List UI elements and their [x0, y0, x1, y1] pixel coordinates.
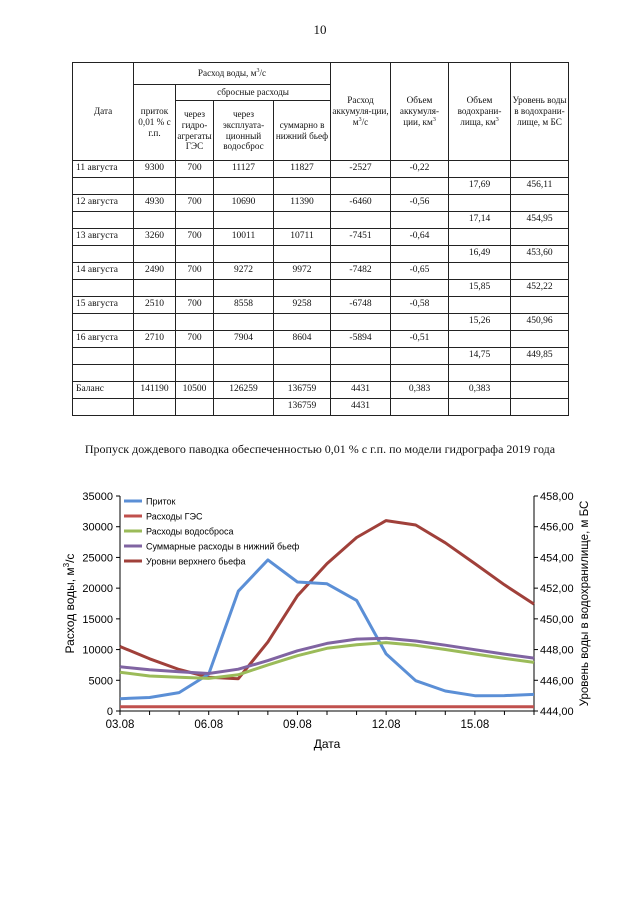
- table-cell-hpp: [176, 365, 214, 382]
- table-cell-hpp: 700: [176, 161, 214, 178]
- flow-table: [72, 62, 569, 416]
- table-cell-level: 456,11: [511, 178, 569, 195]
- table-cell-inflow: [134, 399, 176, 416]
- legend-label: Расходы ГЭС: [146, 511, 203, 522]
- table-cell-accq: -6460: [331, 195, 391, 212]
- table-cell-spill: 10011: [214, 229, 274, 246]
- table-cell-accv: -0,22: [391, 161, 449, 178]
- header-discharge-group: сбросные расходы: [176, 85, 331, 101]
- table-cell-accq: [331, 178, 391, 195]
- table-cell-resv: 14,75: [449, 348, 511, 365]
- table-cell-inflow: 2710: [134, 331, 176, 348]
- table-cell-date: [73, 280, 134, 297]
- x-tick-label: 12.08: [371, 719, 401, 731]
- table-cell-accv: [391, 365, 449, 382]
- x-axis-label: Дата: [313, 737, 341, 751]
- table-cell-hpp: 10500: [176, 382, 214, 399]
- table-cell-total: [274, 365, 331, 382]
- x-tick-label: 03.08: [105, 719, 135, 731]
- table-cell-resv: [449, 399, 511, 416]
- table-cell-accq: [331, 314, 391, 331]
- table-cell-total: [274, 314, 331, 331]
- y2-tick-label: 448,00: [540, 644, 574, 657]
- table-cell-hpp: [176, 178, 214, 195]
- table-cell-level: [511, 399, 569, 416]
- table-cell-date: [73, 399, 134, 416]
- table-cell-spill: 7904: [214, 331, 274, 348]
- table-cell-total: 10711: [274, 229, 331, 246]
- table-cell-total: 11390: [274, 195, 331, 212]
- y-tick-label: 10000: [82, 644, 113, 657]
- table-cell-hpp: [176, 314, 214, 331]
- table-cell-accv: -0,64: [391, 229, 449, 246]
- table-cell-date: 14 августа: [73, 263, 134, 280]
- x-tick-label: 06.08: [194, 719, 224, 731]
- table-cell-accq: -5894: [331, 331, 391, 348]
- table-cell-level: [511, 382, 569, 399]
- table-cell-date: [73, 246, 134, 263]
- y2-tick-label: 450,00: [540, 613, 574, 626]
- table-cell-date: 11 августа: [73, 161, 134, 178]
- table-cell-spill: [214, 178, 274, 195]
- table-cell-resv: [449, 229, 511, 246]
- table-cell-resv: [449, 195, 511, 212]
- header-flow-group: Расход воды, $м^3/с$: [134, 63, 331, 85]
- table-cell-accv: -0,56: [391, 195, 449, 212]
- table-cell-hpp: 700: [176, 297, 214, 314]
- table-cell-accv: [391, 399, 449, 416]
- header-reservoir-volume: Объем водохрани-лища, $км^3$: [449, 63, 511, 161]
- header-water-level: Уровень воды в водохрани-лище, м БС: [511, 63, 569, 161]
- table-cell-accv: [391, 212, 449, 229]
- table-cell-level: [511, 195, 569, 212]
- table-cell-inflow: [134, 246, 176, 263]
- table-cell-inflow: [134, 280, 176, 297]
- y-axis-label-text: Расход воды, м: [63, 567, 77, 654]
- table-cell-date: [73, 178, 134, 195]
- table-cell-total: 136759: [274, 399, 331, 416]
- table-cell-total: 136759: [274, 382, 331, 399]
- table-cell-date: 15 августа: [73, 297, 134, 314]
- table-cell-resv: [449, 161, 511, 178]
- table-cell-spill: [214, 348, 274, 365]
- table-cell-inflow: [134, 178, 176, 195]
- table-cell-inflow: 141190: [134, 382, 176, 399]
- table-cell-date: [73, 314, 134, 331]
- table-cell-level: [511, 229, 569, 246]
- table-cell-accv: [391, 280, 449, 297]
- table-cell-spill: 10690: [214, 195, 274, 212]
- table-cell-date: [73, 212, 134, 229]
- table-cell-resv: [449, 365, 511, 382]
- table-cell-date: 12 августа: [73, 195, 134, 212]
- page-number: 10: [313, 22, 327, 37]
- table-cell-resv: 16,49: [449, 246, 511, 263]
- table-cell-total: [274, 246, 331, 263]
- table-cell-level: [511, 263, 569, 280]
- y-tick-label: 15000: [82, 613, 113, 626]
- y-tick-label: 35000: [82, 491, 113, 503]
- table-row: [73, 314, 569, 331]
- table-cell-hpp: [176, 212, 214, 229]
- table-row: [73, 348, 569, 365]
- table-cell-hpp: [176, 280, 214, 297]
- table-row: [73, 195, 569, 212]
- header-spillway: через эксплуата-ционный водосброс: [214, 101, 274, 161]
- table-cell-hpp: [176, 399, 214, 416]
- table-cell-spill: [214, 365, 274, 382]
- flood-chart: [56, 476, 596, 761]
- y2-tick-label: 454,00: [540, 552, 574, 565]
- table-row: [73, 280, 569, 297]
- legend-label: Расходы водосброса: [146, 526, 234, 537]
- header-hpp: через гидро-агрегаты ГЭС: [176, 101, 214, 161]
- table-cell-accq: -2527: [331, 161, 391, 178]
- table-cell-level: 450,96: [511, 314, 569, 331]
- y2-tick-label: 444,00: [540, 706, 574, 718]
- table-cell-resv: [449, 331, 511, 348]
- table-cell-spill: [214, 212, 274, 229]
- table-cell-accq: 4431: [331, 399, 391, 416]
- table-cell-date: 13 августа: [73, 229, 134, 246]
- table-row: [73, 331, 569, 348]
- table-cell-hpp: [176, 348, 214, 365]
- table-cell-accq: -7451: [331, 229, 391, 246]
- table-cell-resv: [449, 297, 511, 314]
- y2-tick-label: 446,00: [540, 675, 574, 688]
- table-cell-level: 453,60: [511, 246, 569, 263]
- table-row: [73, 263, 569, 280]
- table-cell-spill: 8558: [214, 297, 274, 314]
- table-cell-level: [511, 365, 569, 382]
- table-cell-total: [274, 212, 331, 229]
- table-cell-spill: [214, 246, 274, 263]
- table-cell-inflow: [134, 212, 176, 229]
- table-row: [73, 399, 569, 416]
- table-cell-inflow: 9300: [134, 161, 176, 178]
- table-row: [73, 365, 569, 382]
- table-cell-date: [73, 348, 134, 365]
- table-cell-hpp: 700: [176, 263, 214, 280]
- table-cell-accq: -6748: [331, 297, 391, 314]
- y-tick-label: 30000: [82, 521, 113, 534]
- x-tick-label: 15.08: [460, 719, 490, 731]
- legend-label: Уровни верхнего бьефа: [146, 556, 246, 567]
- table-cell-accq: -7482: [331, 263, 391, 280]
- table-cell-spill: [214, 399, 274, 416]
- table-cell-accv: -0,65: [391, 263, 449, 280]
- y2-tick-label: 458,00: [540, 491, 574, 503]
- table-cell-total: 11827: [274, 161, 331, 178]
- y-axis-label: [62, 554, 77, 654]
- table-cell-inflow: [134, 314, 176, 331]
- y-axis-label-sup: 3: [62, 562, 71, 568]
- y-tick-label: 0: [106, 706, 113, 718]
- table-cell-total: 9972: [274, 263, 331, 280]
- y-tick-label: 20000: [82, 583, 113, 596]
- table-cell-level: 449,85: [511, 348, 569, 365]
- table-cell-accq: [331, 365, 391, 382]
- header-inflow: приток 0,01 % с г.п.: [134, 85, 176, 161]
- table-cell-accq: [331, 212, 391, 229]
- table-cell-date: 16 августа: [73, 331, 134, 348]
- table-cell-level: [511, 331, 569, 348]
- table-cell-level: [511, 297, 569, 314]
- table-cell-hpp: [176, 246, 214, 263]
- table-cell-accv: [391, 246, 449, 263]
- legend-label: Суммарные расходы в нижний бьеф: [146, 541, 300, 552]
- table-cell-accv: [391, 178, 449, 195]
- table-cell-accq: [331, 348, 391, 365]
- table-cell-date: Баланс: [73, 382, 134, 399]
- table-cell-level: 454,95: [511, 212, 569, 229]
- x-tick-label: 09.08: [283, 719, 312, 731]
- table-cell-accv: [391, 314, 449, 331]
- table-cell-accv: [391, 348, 449, 365]
- y-tick-label: 25000: [82, 552, 113, 565]
- table-cell-inflow: 2490: [134, 263, 176, 280]
- table-row: [73, 212, 569, 229]
- table-cell-level: [511, 161, 569, 178]
- table-cell-total: [274, 348, 331, 365]
- table-cell-resv: 15,26: [449, 314, 511, 331]
- table-cell-accq: 4431: [331, 382, 391, 399]
- y2-axis-label: Уровень воды в водохранилище, м БС: [579, 500, 591, 707]
- table-cell-resv: 0,383: [449, 382, 511, 399]
- table-row: [73, 246, 569, 263]
- table-cell-spill: [214, 314, 274, 331]
- y2-tick-label: 456,00: [540, 521, 574, 534]
- chart-caption: Пропуск дождевого паводка обеспеченностью 0,01 % с г.п. по модели гидрографа 2019 года: [84, 442, 556, 456]
- table-cell-inflow: 2510: [134, 297, 176, 314]
- table-cell-accq: [331, 246, 391, 263]
- table-row: [73, 382, 569, 399]
- table-row: [73, 229, 569, 246]
- table-cell-spill: 11127: [214, 161, 274, 178]
- header-accum-volume: Объем аккумуля-ции, $км^3$: [391, 63, 449, 161]
- table-row: [73, 297, 569, 314]
- table-cell-total: [274, 280, 331, 297]
- table-row: [73, 161, 569, 178]
- y-axis-label-tail: /с: [63, 553, 77, 563]
- table-cell-accv: 0,383: [391, 382, 449, 399]
- table-cell-resv: 17,14: [449, 212, 511, 229]
- table-cell-date: [73, 365, 134, 382]
- legend-label: Приток: [146, 496, 176, 507]
- table-cell-hpp: 700: [176, 331, 214, 348]
- header-date: Дата: [73, 63, 134, 161]
- table-cell-level: 452,22: [511, 280, 569, 297]
- table-cell-spill: 126259: [214, 382, 274, 399]
- table-cell-total: 9258: [274, 297, 331, 314]
- table-cell-resv: 15,85: [449, 280, 511, 297]
- table-cell-accv: -0,58: [391, 297, 449, 314]
- table-cell-inflow: 4930: [134, 195, 176, 212]
- table-cell-resv: [449, 263, 511, 280]
- table-cell-spill: [214, 280, 274, 297]
- table-cell-hpp: 700: [176, 229, 214, 246]
- table-cell-accv: -0,51: [391, 331, 449, 348]
- table-cell-inflow: 3260: [134, 229, 176, 246]
- table-cell-spill: 9272: [214, 263, 274, 280]
- table-cell-hpp: 700: [176, 195, 214, 212]
- y2-tick-label: 452,00: [540, 583, 574, 596]
- header-total: суммарно в нижний бьеф: [274, 101, 331, 161]
- table-cell-total: 8604: [274, 331, 331, 348]
- table-cell-inflow: [134, 365, 176, 382]
- table-cell-resv: 17,69: [449, 178, 511, 195]
- table-row: [73, 178, 569, 195]
- table-cell-total: [274, 178, 331, 195]
- table-cell-inflow: [134, 348, 176, 365]
- series-line-3: [120, 638, 534, 673]
- y-tick-label: 5000: [88, 675, 113, 688]
- header-accum-flow: Расход аккумуля-ции, $м^3/с$: [331, 63, 391, 161]
- table-cell-accq: [331, 280, 391, 297]
